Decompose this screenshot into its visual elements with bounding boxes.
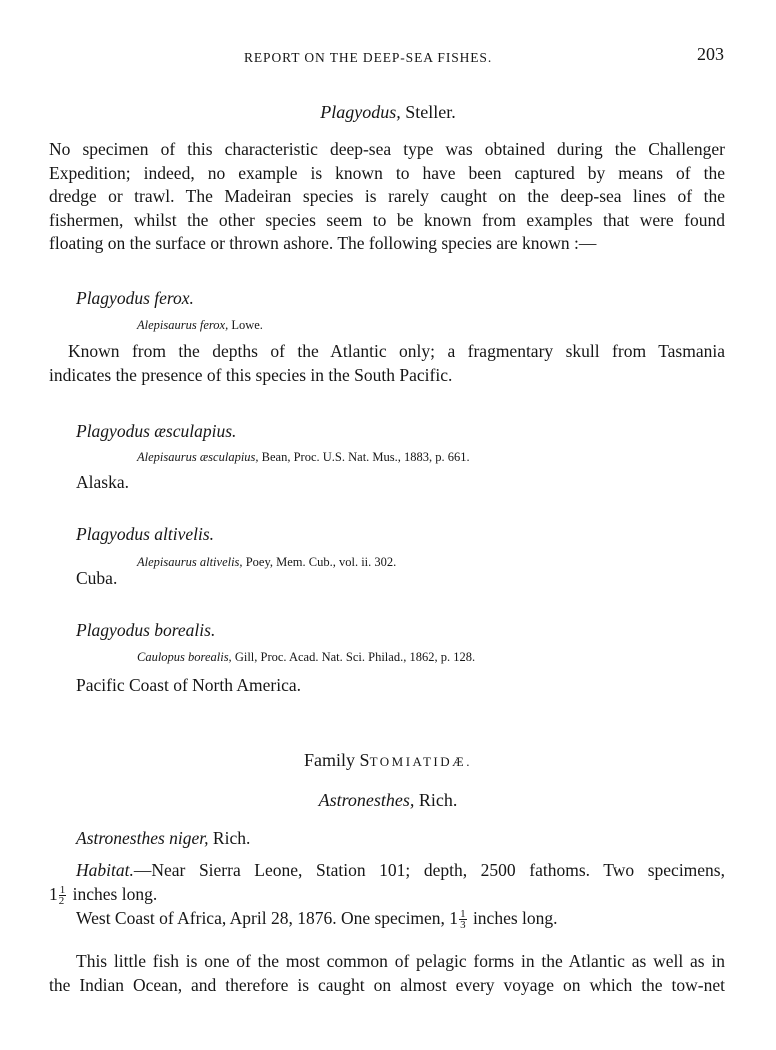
intro-line: No specimen of this characteristic deep-sea type was obtained during the Challenger (49, 139, 725, 159)
running-title: REPORT ON THE DEEP-SEA FISHES. (244, 50, 493, 65)
synonym-ref: Lowe. (228, 318, 263, 332)
family-heading (0, 750, 776, 771)
family-prefix: Family (304, 750, 360, 770)
locality-ferox (49, 340, 725, 387)
habitat-paragraph (49, 859, 725, 906)
synonym-name: Caulopus borealis, (137, 650, 232, 664)
record-second (76, 908, 558, 930)
family-name-initial: S (359, 750, 370, 770)
genus-heading-astronesthes (0, 790, 776, 811)
synonym-aesculapius (137, 450, 470, 465)
intro-line: dredge or trawl. The Madeiran species is rarely caught on the deep-sea lines of the (49, 186, 725, 207)
locality-line: Known from the depths of the Atlantic only; a fragmentary skull from Tasmania (68, 341, 725, 361)
genus-author: Rich. (414, 790, 458, 810)
intro-paragraph (49, 138, 725, 256)
species-name-borealis: Plagyodus borealis. (76, 620, 216, 640)
fraction-half: $\frac{1}{2}$ (58, 884, 66, 908)
locality-borealis: Pacific Coast of North America. (76, 675, 302, 695)
synonym-name: Alepisaurus altivelis, (137, 555, 243, 569)
locality-line: indicates the presence of this species in the South Pacific. (49, 364, 453, 385)
species-heading-astronesthes-niger (76, 828, 250, 849)
note-line: the Indian Ocean, and therefore is caught on almost every voyage on which the tow-net (49, 974, 725, 995)
intro-line: floating on the surface or thrown ashore. The following species are known :— (49, 233, 597, 254)
record-rest: inches long. (468, 908, 558, 928)
genus-name: Plagyodus, (320, 102, 401, 122)
habitat-whole: 1 (49, 883, 58, 904)
locality-altivelis: Cuba. (76, 568, 118, 588)
species-name-altivelis: Plagyodus altivelis. (76, 524, 215, 544)
fraction-third: $\frac{1}{3}$ (460, 908, 466, 932)
synonym-name: Alepisaurus ferox, (137, 318, 229, 332)
genus-author: Steller. (400, 102, 456, 122)
locality-aesculapius: Alaska. (76, 472, 129, 492)
synonym-name: Alepisaurus æsculapius, (137, 450, 259, 464)
species-name: Astronesthes niger, (76, 828, 209, 848)
note-paragraph (49, 950, 725, 997)
synonym-ref: Bean, Proc. U.S. Nat. Mus., 1883, p. 661. (258, 450, 470, 464)
habitat-line (76, 859, 725, 883)
intro-line: Expedition; indeed, no example is known to have been captured by means of the (49, 162, 725, 183)
habitat-line (49, 883, 725, 907)
synonym-borealis (137, 650, 475, 665)
family-name-rest: TOMIATIDÆ. (369, 754, 472, 769)
habitat-rest: inches long. (68, 883, 158, 904)
synonym-ref: Gill, Proc. Acad. Nat. Sci. Philad., 1862, p. 128. (231, 650, 476, 664)
habitat-label: Habitat. (76, 860, 134, 880)
species-name-ferox: Plagyodus ferox. (76, 288, 194, 308)
synonym-ferox (137, 318, 263, 333)
genus-name: Astronesthes, (318, 790, 415, 810)
species-author: Rich. (208, 828, 251, 848)
species-name-aesculapius: Plagyodus æsculapius. (76, 421, 237, 441)
record-text: West Coast of Africa, April 28, 1876. One specimen, 1 (76, 908, 459, 928)
synonym-altivelis (137, 555, 396, 570)
page-number: 203 (697, 44, 724, 64)
habitat-text: —Near Sierra Leone, Station 101; depth, 2500 fathoms. Two specimens, (133, 860, 725, 880)
synonym-ref: Poey, Mem. Cub., vol. ii. 302. (242, 555, 397, 569)
intro-line: fishermen, whilst the other species seem to be known from examples that were found (49, 209, 725, 230)
note-line: This little fish is one of the most common of pelagic forms in the Atlantic as well as in (76, 951, 725, 971)
genus-heading-plagyodus (0, 102, 776, 123)
